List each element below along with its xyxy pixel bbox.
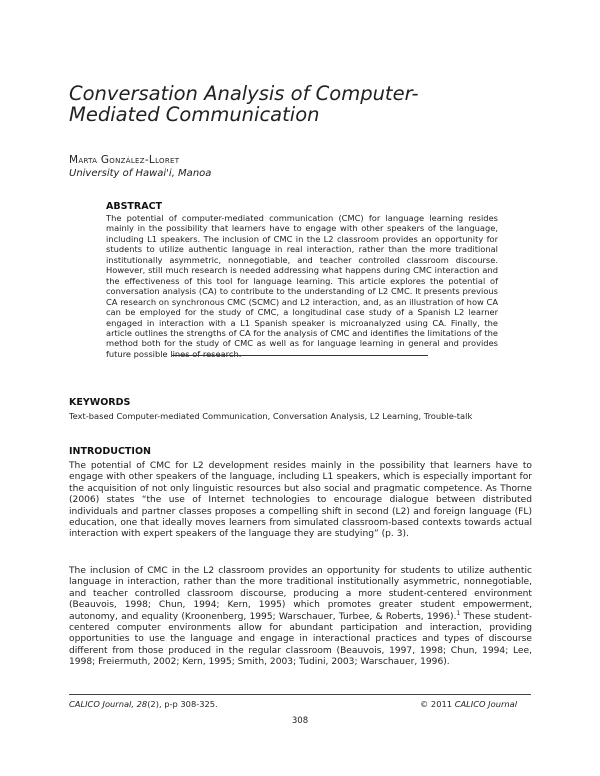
copyright-prefix: © 2011 bbox=[420, 699, 455, 709]
abstract-text: The potential of computer-mediated communication (CMC) for language learning resides mainly in the possibility that learners have to engage with other speakers of the language, including L1 speakers. The inclusion of CMC in the L2 classroom provides an opportunity for students to utilize authentic language in real interaction, rather than the more traditional institutionally asymmetric, nonnegotiable, and teacher controlled classroom discourse. However, still much research is needed addressing what happens during CMC interaction and the effectiveness of this tool for language learning. This article explores the potential of conversation analysis (CA) to contribute to the understanding of L2 CMC. It presents previous CA research on synchronous CMC (SCMC) and L2 interaction, and, as an illustration of how CA can be employed for the study of CMC, a longitudinal case study of a Spanish L2 learner engaged in interaction with a L1 Spanish speaker is microanalyzed using CA. Finally, the article outlines the strengths of CA for the analysis of CMC and identifies the limitations of the method both for the study of CMC as well as for language learning in general and provides future possible lines of research. bbox=[106, 213, 498, 359]
page-number: 308 bbox=[291, 716, 309, 726]
journal-issue: (2) bbox=[147, 699, 159, 709]
copyright-journal: CALICO Journal bbox=[454, 699, 518, 709]
author-name: Marta González-Lloret bbox=[69, 154, 180, 166]
journal-name: CALICO Journal bbox=[69, 699, 132, 709]
introduction-paragraph-2 bbox=[69, 566, 532, 669]
journal-citation: CALICO Journal, 28(2), p-p 308-325. bbox=[69, 699, 218, 709]
article-title: Conversation Analysis of Computer-Mediated Communication bbox=[69, 82, 419, 126]
author-affiliation: University of Hawai'i, Manoa bbox=[69, 168, 212, 179]
copyright-notice bbox=[420, 699, 517, 709]
section-divider bbox=[172, 355, 428, 356]
paragraph-2-part-a: The inclusion of CMC in the L2 classroom provides an opportunity for students to utilize authentic language in interaction, rather than the more traditional institutionally asymmetric, nonnegotiable, and teacher controlled classroom discourse, producing a more student-centered environment (Beauvois, 1998; Chun, 1994; Kern, 1995) which promotes greater student empowerment, autonomy, and equality (Kroonenberg, 1995; Warschauer, Turbee, & Roberts, 1996). bbox=[69, 566, 532, 622]
journal-pages: , p-p 308-325. bbox=[158, 699, 218, 709]
introduction-paragraph-1: The potential of CMC for L2 development resides mainly in the possibility that learners have to engage with other speakers of the language, including L1 speakers, which is especially important for the acquisition of not only linguistic resources but also social and pragmatic competence. As Thorne (2006) states “the use of Internet technologies to encourage dialogue between distributed individuals and partner classes proposes a compelling shift in second (L2) and foreign language (FL) education, one that ideally moves learners from simulated classroom-based contexts towards actual interaction with expert speakers of the language they are studying” (p. 3). bbox=[69, 461, 532, 540]
keywords-heading: KEYWORDS bbox=[69, 397, 131, 408]
journal-volume: 28 bbox=[136, 699, 148, 709]
footnote-marker: 1 bbox=[456, 609, 461, 617]
footer-divider bbox=[69, 694, 531, 695]
abstract-heading: ABSTRACT bbox=[106, 201, 163, 212]
introduction-heading: INTRODUCTION bbox=[69, 446, 151, 457]
keywords-text: Text-based Computer-mediated Communication, Conversation Analysis, L2 Learning, Trouble-talk bbox=[69, 411, 473, 421]
paragraph-2-part-b: These student-centered computer environments allow for abundant participation and interaction, providing opportunities to use the language and engage in interactional practices and types of discourse different from those produced in the regular classroom (Beauvois, 1997, 1998; Chun, 1994; Lee, 1998; Freiermuth, 2002; Kern, 1995; Smith, 2003; Tudini, 2003; Warschauer, 1996). bbox=[69, 611, 532, 668]
